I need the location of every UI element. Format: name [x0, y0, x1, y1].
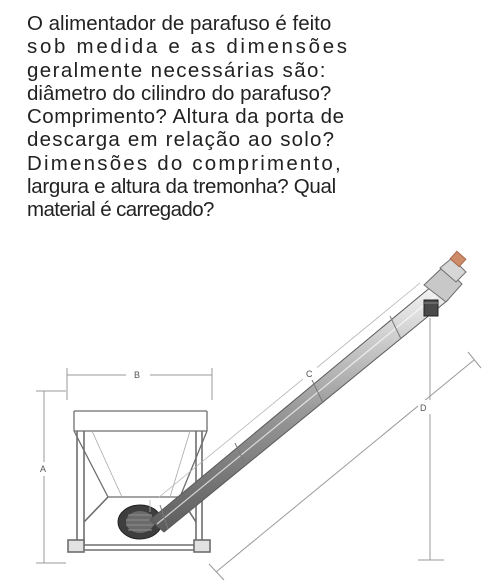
- dimension-b-label: B: [134, 370, 141, 380]
- dimension-d-label: D: [420, 403, 427, 413]
- dimension-c-label: C: [306, 369, 313, 379]
- dimension-a-label: A: [40, 464, 47, 474]
- screw-conveyor-tube: [150, 283, 448, 532]
- paragraph-line: Dimensões do comprimento,: [27, 151, 343, 175]
- dimension-a-line: [36, 391, 66, 563]
- discharge-port: [424, 300, 438, 316]
- paragraph-line: sob medida e as dimensões: [27, 35, 350, 59]
- paragraph-line: material é carregado?: [27, 198, 214, 222]
- paragraph-line: O alimentador de parafuso é feito: [27, 12, 332, 35]
- paragraph-line: diâmetro do cilindro do parafuso?: [27, 81, 332, 105]
- paragraph-line: descarga em relação ao solo?: [27, 128, 336, 152]
- paragraph-line: geralmente necessárias são:: [27, 58, 327, 82]
- dimension-c-line: [209, 352, 481, 580]
- description-paragraph: [27, 12, 407, 222]
- hopper: [74, 411, 207, 497]
- dimension-d-line: [418, 318, 444, 560]
- paragraph-line: largura e altura da tremonha? Qual: [27, 175, 336, 199]
- paragraph-line: Comprimento? Altura da porta de: [27, 105, 345, 129]
